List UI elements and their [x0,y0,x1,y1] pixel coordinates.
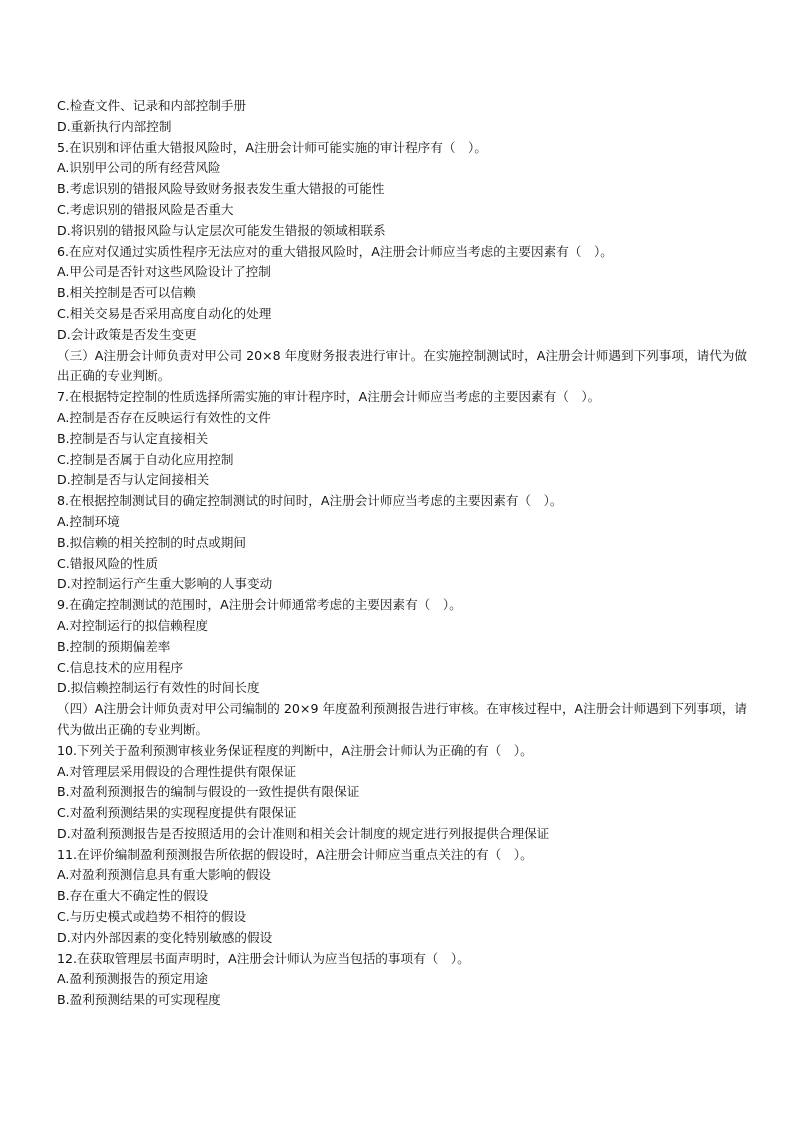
question-12-option-a: A.盈利预测报告的预定用途 [57,971,208,987]
question-11-option-c: C.与历史模式或趋势不相符的假设 [57,909,247,925]
question-12: 12.在获取管理层书面声明时，A注册会计师认为应当包括的事项有（ ）。 [57,950,470,966]
question-9-option-c: C.信息技术的应用程序 [57,659,184,675]
question-11-option-d: D.对内外部因素的变化特别敏感的假设 [57,929,273,945]
question-12-option-b: B.盈利预测结果的可实现程度 [57,992,221,1008]
question-11-option-b: B.存在重大不确定性的假设 [57,888,209,904]
question-8: 8.在根据控制测试目的确定控制测试的时间时，A注册会计师应当考虑的主要因素有（ ）。 [57,493,563,509]
question-7-option-b: B.控制是否与认定直接相关 [57,430,209,446]
question-10-option-c: C.对盈利预测结果的实现程度提供有限保证 [57,805,297,821]
question-11-option-a: A.对盈利预测信息具有重大影响的假设 [57,867,271,883]
question-10: 10.下列关于盈利预测审核业务保证程度的判断中，A注册会计师认为正确的有（ ）。 [57,742,533,758]
question-6-option-a: A.甲公司是否针对这些风险设计了控制 [57,264,271,280]
question-6-option-c: C.相关交易是否采用高度自动化的处理 [57,305,272,321]
question-5-option-b: B.考虑识别的错报风险导致财务报表发生重大错报的可能性 [57,181,385,197]
question-7: 7.在根据特定控制的性质选择所需实施的审计程序时，A注册会计师应当考虑的主要因素有（ ）。 [57,389,601,405]
question-5: 5.在识别和评估重大错报风险时，A注册会计师可能实施的审计程序有（ ）。 [57,139,487,155]
question-8-option-a: A.控制环境 [57,513,120,529]
question-7-option-c: C.控制是否属于自动化应用控制 [57,451,234,467]
exam-content [57,96,747,1011]
question-7-option-a: A.控制是否存在反映运行有效性的文件 [57,409,271,425]
question-9-option-a: A.对控制运行的拟信赖程度 [57,617,208,633]
question-8-option-c: C.错报风险的性质 [57,555,158,571]
question-11: 11.在评价编制盈利预测报告所依据的假设时，A注册会计师应当重点关注的有（ ）。 [57,846,533,862]
question-6: 6.在应对仅通过实质性程序无法应对的重大错报风险时，A注册会计师应当考虑的主要因素有（ ）。 [57,243,613,259]
question-5-option-d: D.将识别的错报风险与认定层次可能发生错报的领域相联系 [57,222,386,238]
question-9-option-b: B.控制的预期偏差率 [57,638,171,654]
section-3-intro: （三）A注册会计师负责对甲公司 20×8 年度财务报表进行审计。在实施控制测试时，A注册会计师遇到下列事项，请代为做出正确的专业判断。 [57,347,747,384]
section-4-intro: （四）A注册会计师负责对甲公司编制的 20×9 年度盈利预测报告进行审核。在审核过程中，A注册会计师遇到下列事项，请代为做出正确的专业判断。 [57,701,747,737]
question-5-option-c: C.考虑识别的错报风险是否重大 [57,201,234,217]
question-7-option-d: D.控制是否与认定间接相关 [57,472,210,488]
question-6-option-d: D.会计政策是否发生变更 [57,326,197,342]
question-9-option-d: D.拟信赖控制运行有效性的时间长度 [57,680,260,696]
question-5-option-a: A.识别甲公司的所有经营风险 [57,160,221,176]
question-8-option-d: D.对控制运行产生重大影响的人事变动 [57,576,273,592]
option-5c-prev: C.检查文件、记录和内部控制手册 [57,98,247,113]
option-4d-prev: D.重新执行内部控制 [57,118,172,134]
question-8-option-b: B.拟信赖的相关控制的时点或期间 [57,534,246,550]
question-10-option-a: A.对管理层采用假设的合理性提供有限保证 [57,763,297,779]
question-9: 9.在确定控制测试的范围时，A注册会计师通常考虑的主要因素有（ ）。 [57,597,462,613]
question-10-option-b: B.对盈利预测报告的编制与假设的一致性提供有限保证 [57,784,360,800]
question-6-option-b: B.相关控制是否可以信赖 [57,285,196,301]
question-10-option-d: D.对盈利预测报告是否按照适用的会计准则和相关会计制度的规定进行列报提供合理保证 [57,825,550,841]
